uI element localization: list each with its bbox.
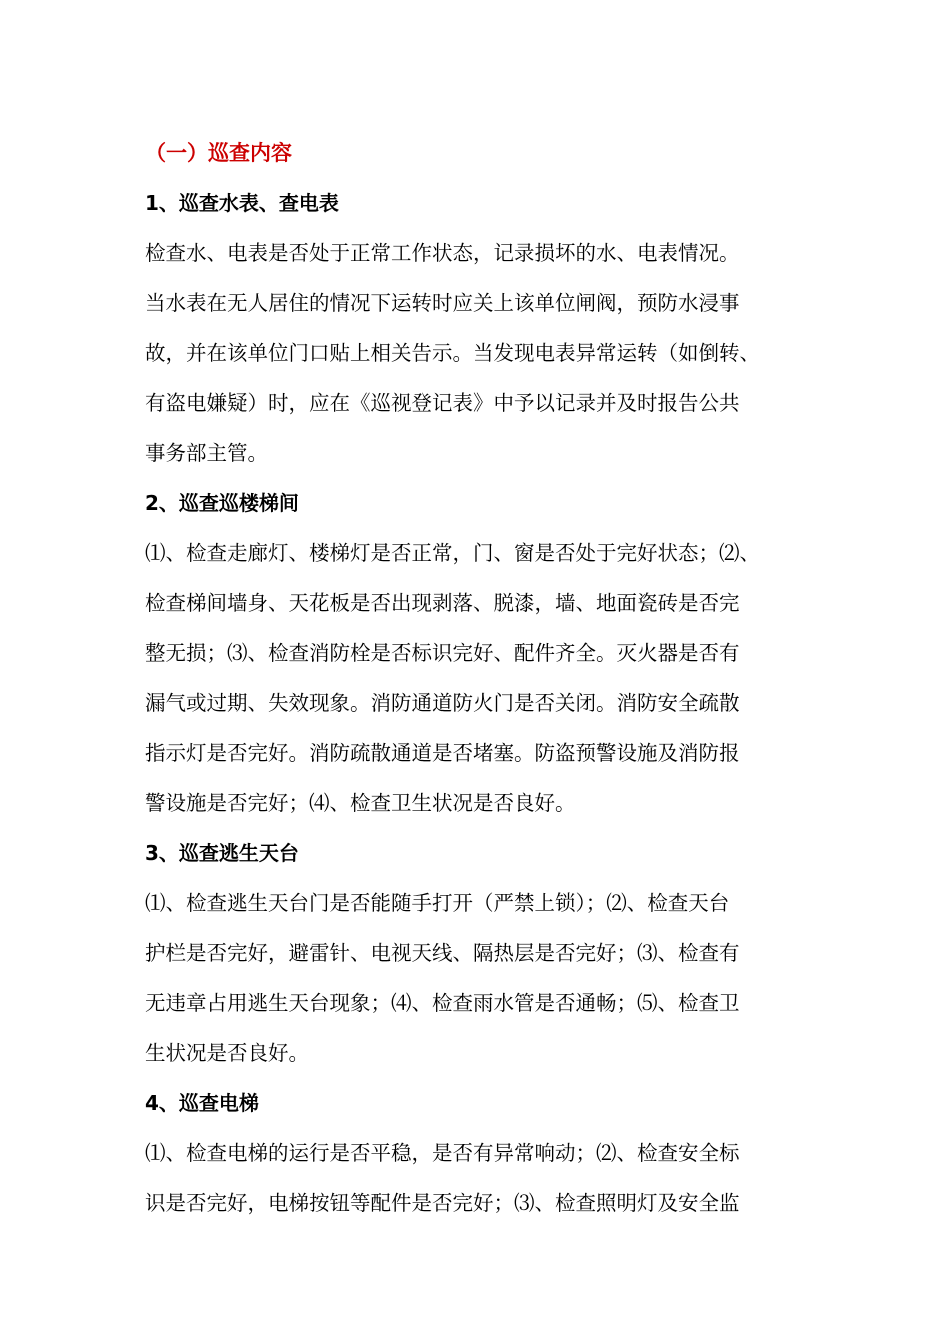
paragraph-line: 无违章占用逃生天台现象；⑷、检查雨水管是否通畅；⑸、检查卫	[145, 991, 740, 1015]
paragraph-line: ⑴、检查电梯的运行是否平稳，是否有异常响动；⑵、检查安全标	[145, 1141, 740, 1165]
item-heading-4: 4、巡查电梯	[145, 1091, 259, 1115]
paragraph-line: ⑴、检查逃生天台门是否能随手打开（严禁上锁）；⑵、检查天台	[145, 891, 730, 915]
paragraph-line: ⑴、检查走廊灯、楼梯灯是否正常，门、窗是否处于完好状态；⑵、	[145, 541, 760, 565]
paragraph-line: 检查梯间墙身、天花板是否出现剥落、脱漆，墙、地面瓷砖是否完	[145, 591, 740, 615]
paragraph-line: 指示灯是否完好。消防疏散通道是否堵塞。防盗预警设施及消防报	[145, 741, 740, 765]
paragraph-line: 检查水、电表是否处于正常工作状态，记录损坏的水、电表情况。	[145, 241, 740, 265]
item-heading-1: 1、巡查水表、查电表	[145, 191, 339, 215]
paragraph-line: 事务部主管。	[145, 441, 268, 465]
paragraph-line: 漏气或过期、失效现象。消防通道防火门是否关闭。消防安全疏散	[145, 691, 740, 715]
paragraph-line: 识是否完好，电梯按钮等配件是否完好；⑶、检查照明灯及安全监	[145, 1191, 740, 1215]
paragraph-line: 当水表在无人居住的情况下运转时应关上该单位闸阀，预防水浸事	[145, 291, 740, 315]
item-heading-3: 3、巡查逃生天台	[145, 841, 299, 865]
paragraph-line: 故，并在该单位门口贴上相关告示。当发现电表异常运转（如倒转、	[145, 341, 760, 365]
paragraph-line: 有盗电嫌疑）时，应在《巡视登记表》中予以记录并及时报告公共	[145, 391, 740, 415]
section-title: （一）巡查内容	[145, 141, 292, 165]
paragraph-line: 整无损；⑶、检查消防栓是否标识完好、配件齐全。灭火器是否有	[145, 641, 740, 665]
paragraph-line: 警设施是否完好；⑷、检查卫生状况是否良好。	[145, 791, 576, 815]
document-page	[145, 128, 801, 1228]
paragraph-line: 生状况是否良好。	[145, 1041, 309, 1065]
item-heading-2: 2、巡查巡楼梯间	[145, 491, 299, 515]
paragraph-line: 护栏是否完好，避雷针、电视天线、隔热层是否完好；⑶、检查有	[145, 941, 740, 965]
